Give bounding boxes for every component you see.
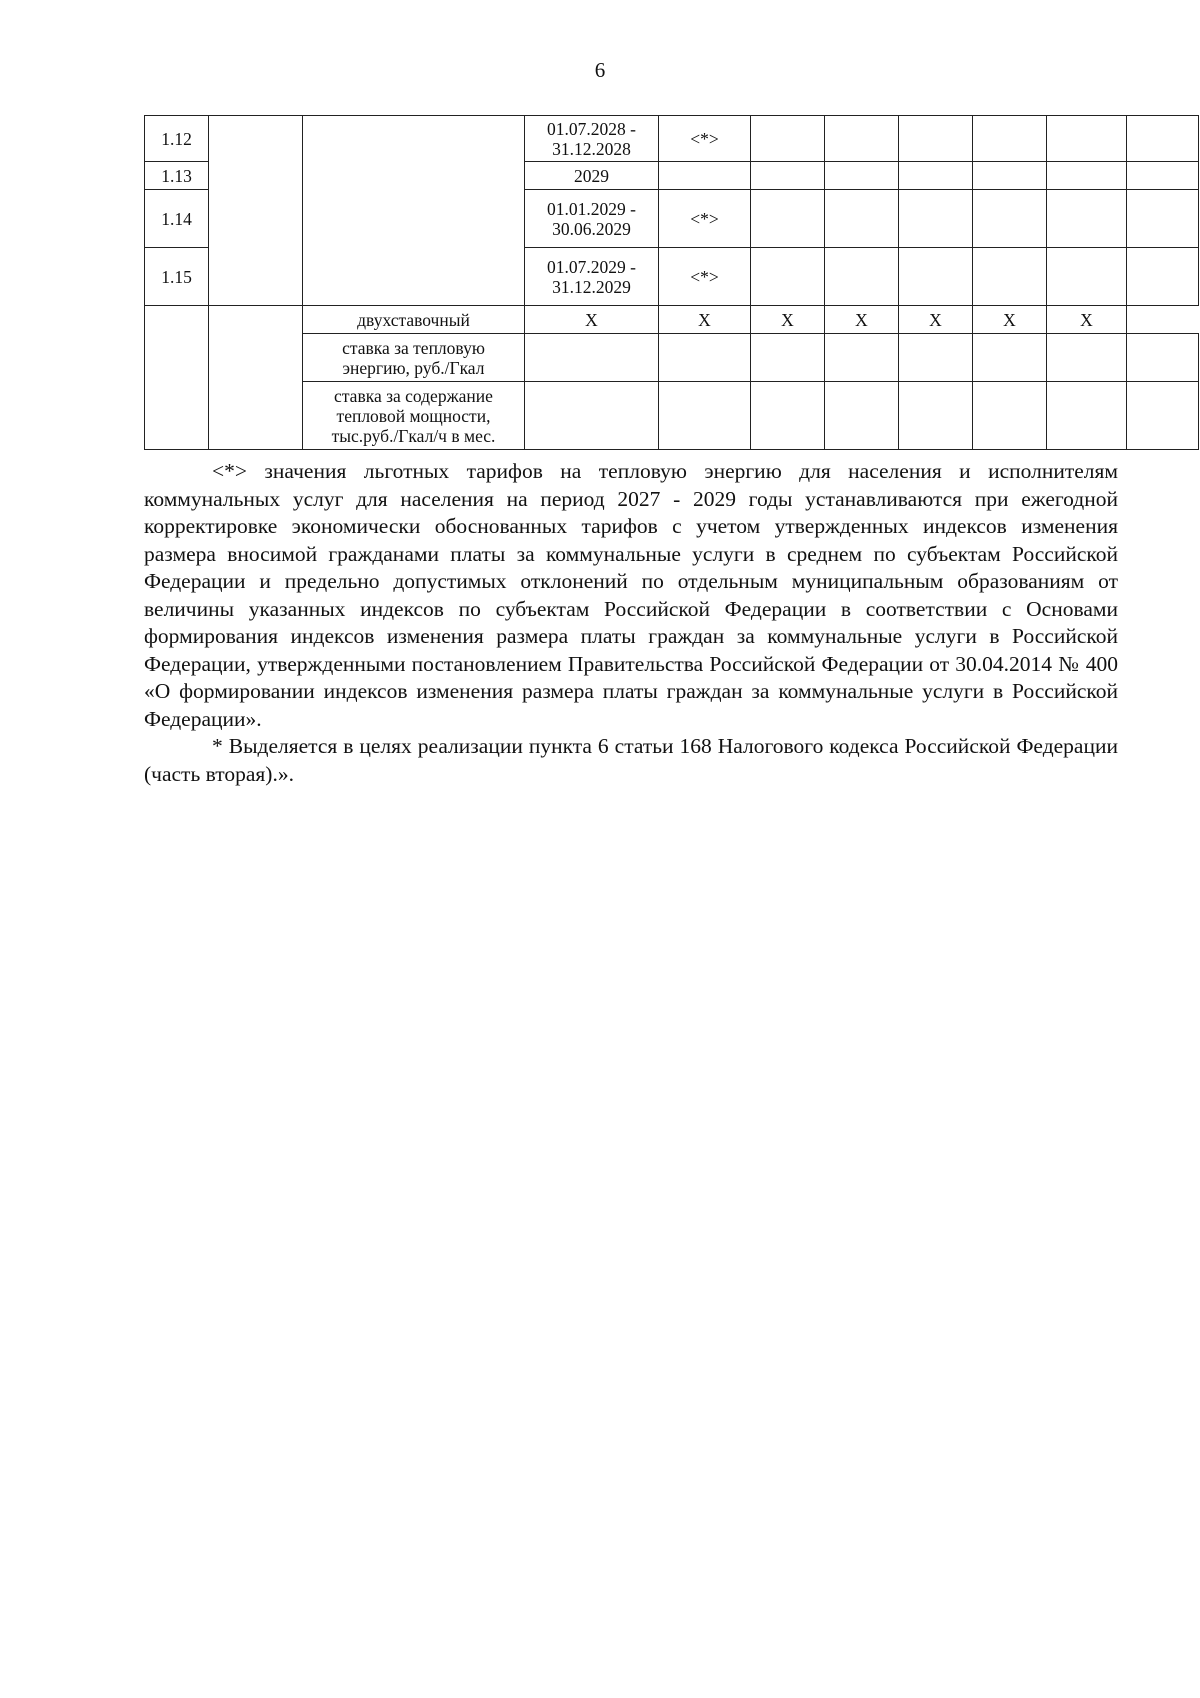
period-cell xyxy=(525,116,659,162)
table-row xyxy=(145,306,1199,334)
heat-energy-rate-label xyxy=(303,334,525,382)
empty-cell xyxy=(751,162,825,190)
tariff-table xyxy=(144,115,1199,450)
empty-cell xyxy=(899,162,973,190)
empty-cell xyxy=(209,116,303,306)
empty-cell xyxy=(1127,382,1199,450)
table-row xyxy=(145,116,1199,162)
not-applicable-mark: X xyxy=(1047,306,1127,334)
not-applicable-mark: X xyxy=(659,306,751,334)
empty-cell xyxy=(899,190,973,248)
label-line: тепловой мощности, xyxy=(336,405,491,426)
empty-cell xyxy=(1047,162,1127,190)
label-line: ставка за содержание xyxy=(334,385,493,406)
empty-cell xyxy=(1127,162,1199,190)
empty-cell xyxy=(899,382,973,450)
empty-cell xyxy=(825,334,899,382)
period-cell: 2029 xyxy=(525,162,659,190)
empty-cell xyxy=(751,334,825,382)
empty-cell xyxy=(973,248,1047,306)
footnote-preferential-tariffs: <*> значения льготных тарифов на тепловую энергию для населения и исполнителям коммунальных услуг для населения на период 2027 - 2029 годы устанавливаются при ежегодной корректировке экономически обоснованных тарифов с учетом утвержденных индексов изменения размера вносимой гражданами платы за коммунальные услуги в среднем по субъектам Российской Федерации и предельно допустимых отклонений по отдельным муниципальным образованиям от величины указанных индексов по субъектам Российской Федерации в соответствии с Основами формирования индексов изменения размера платы граждан за коммунальные услуги в Российской Федерации, утвержденными постановлением Правительства Российской Федерации от 30.04.2014 № 400 «О формировании индексов изменения размера платы граждан за коммунальные услуги в Российской Федерации». xyxy=(144,459,1118,731)
empty-cell xyxy=(751,116,825,162)
table-row xyxy=(145,334,1199,382)
period-cell xyxy=(525,190,659,248)
footnotes xyxy=(144,458,1118,788)
empty-cell xyxy=(525,334,659,382)
empty-cell xyxy=(751,190,825,248)
empty-cell xyxy=(899,334,973,382)
empty-cell xyxy=(1047,334,1127,382)
empty-cell xyxy=(825,382,899,450)
page-number: 6 xyxy=(594,58,606,82)
tariff-value: <*> xyxy=(659,116,751,162)
period-start: 01.01.2029 - xyxy=(547,198,636,219)
label-line: энергию, руб./Гкал xyxy=(342,357,485,378)
not-applicable-mark: X xyxy=(973,306,1047,334)
empty-cell xyxy=(1047,248,1127,306)
capacity-rate-label xyxy=(303,382,525,450)
period-end: 31.12.2029 xyxy=(552,276,631,297)
tariff-value: <*> xyxy=(659,190,751,248)
empty-cell xyxy=(973,162,1047,190)
row-number: 1.14 xyxy=(145,190,209,248)
not-applicable-mark: X xyxy=(751,306,825,334)
label-line: тыс.руб./Гкал/ч в мес. xyxy=(331,425,496,446)
empty-cell xyxy=(825,190,899,248)
empty-cell xyxy=(209,306,303,450)
empty-cell xyxy=(659,334,751,382)
empty-cell xyxy=(973,116,1047,162)
empty-cell xyxy=(525,382,659,450)
empty-cell xyxy=(825,162,899,190)
tariff-value: <*> xyxy=(659,248,751,306)
not-applicable-mark: X xyxy=(525,306,659,334)
row-number: 1.15 xyxy=(145,248,209,306)
empty-cell xyxy=(899,116,973,162)
empty-cell xyxy=(899,248,973,306)
empty-cell xyxy=(1127,334,1199,382)
empty-cell xyxy=(1047,382,1127,450)
empty-cell xyxy=(303,116,525,306)
period-start: 01.07.2029 - xyxy=(547,256,636,277)
empty-cell xyxy=(973,382,1047,450)
row-number: 1.13 xyxy=(145,162,209,190)
period-start: 01.07.2028 - xyxy=(547,118,636,139)
empty-cell xyxy=(973,334,1047,382)
footnote-tax-code: * Выделяется в целях реализации пункта 6 статьи 168 Налогового кодекса Российской Федерации (часть вторая).». xyxy=(144,734,1118,786)
not-applicable-mark: X xyxy=(825,306,899,334)
empty-cell xyxy=(973,190,1047,248)
empty-cell xyxy=(1127,116,1199,162)
empty-cell xyxy=(1127,190,1199,248)
empty-cell xyxy=(825,116,899,162)
table-row xyxy=(145,382,1199,450)
empty-cell xyxy=(1047,190,1127,248)
empty-cell xyxy=(145,306,209,450)
empty-cell xyxy=(1047,116,1127,162)
row-number: 1.12 xyxy=(145,116,209,162)
empty-cell xyxy=(1127,248,1199,306)
tariff-value xyxy=(659,162,751,190)
label-line: ставка за тепловую xyxy=(342,337,485,358)
empty-cell xyxy=(751,248,825,306)
not-applicable-mark: X xyxy=(899,306,973,334)
two-rate-label: двухставочный xyxy=(303,306,525,334)
empty-cell xyxy=(751,382,825,450)
empty-cell xyxy=(659,382,751,450)
period-cell xyxy=(525,248,659,306)
period-end: 31.12.2028 xyxy=(552,138,631,159)
empty-cell xyxy=(825,248,899,306)
period-end: 30.06.2029 xyxy=(552,218,631,239)
